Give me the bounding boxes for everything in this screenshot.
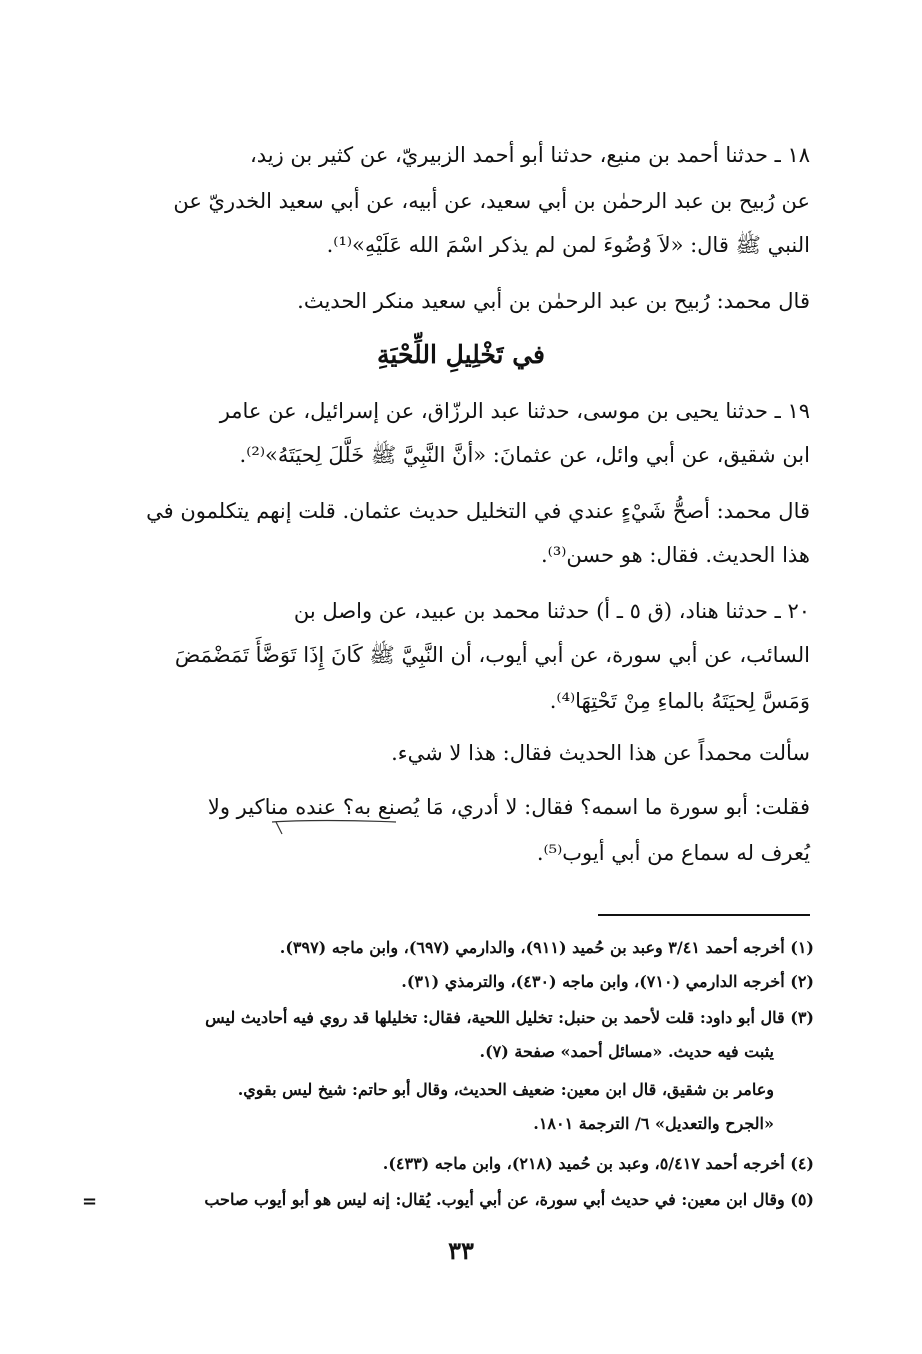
footnote-1: (١) أخرجه أحمد ٣/٤١ وعبد بن حُميد (٩١١)، والدارمي (٦٩٧)، وابن ماجه (٣٩٧). — [279, 938, 814, 957]
footnote-5: (٥) وقال ابن معين: في حديث أبي سورة، عن أبي أيوب. يُقال: إنه ليس هو أبو أيوب صاحب — [204, 1190, 814, 1209]
page-number: ٣٣ — [448, 1236, 474, 1265]
hadith-18-line-2: عن رُبيح بن عبد الرحمٰن بن أبي سعيد، عن أبيه، عن أبي سعيد الخدريّ عن — [173, 189, 810, 213]
comment-20b-line-1: فقلت: أبو سورة ما اسمه؟ فقال: لا أدري، مَا يُصنع به؟ عنده مناكير ولا — [207, 795, 810, 819]
hadith-20-line-1: ٢٠ ـ حدثنا هناد، (ق ٥ ـ أ) حدثنا محمد بن عبيد، عن واصل بن — [293, 599, 810, 623]
comment-18: قال محمد: رُبيح بن عبد الرحمٰن بن أبي سعيد منكر الحديث. — [297, 289, 810, 313]
footnote-3-line-4: «الجرح والتعديل» ٦/ الترجمة ١٨٠١. — [533, 1114, 774, 1133]
comment-19-line-1: قال محمد: أصحُّ شَيْءٍ عندي في التخليل حديث عثمان. قلت إنهم يتكلمون في — [146, 499, 810, 523]
hadith-19-line-2: ابن شقيق، عن أبي وائل، عن عثمانَ: «أنَّ النَّبِيَّ ﷺ خَلَّلَ لِحيَتَهُ»⁽²⁾. — [239, 443, 810, 467]
footnote-3-line-3: وعامر بن شقيق، قال ابن معين: ضعيف الحديث، وقال أبو حاتم: شيخ ليس بقوي. — [237, 1080, 774, 1099]
continuation-mark: = — [82, 1191, 98, 1212]
hadith-20-line-3: وَمَسَّ لِحيَتَهُ بالماءِ مِنْ تَحْتِهَا⁽⁴⁾. — [549, 689, 810, 713]
comment-20b-line-2: يُعرف له سماع من أبي أيوب⁽⁵⁾. — [536, 841, 810, 865]
hadith-18-line-1: ١٨ ـ حدثنا أحمد بن منيع، حدثنا أبو أحمد الزبيريّ، عن كثير بن زيد، — [249, 143, 810, 167]
footnote-4: (٤) أخرجه أحمد ٥/٤١٧، وعبد بن حُميد (٢١٨)، وابن ماجه (٤٣٣). — [382, 1154, 814, 1173]
footnote-3-line-1: (٣) قال أبو داود: قلت لأحمد بن حنبل: تخليل اللحية، فقال: تخليلها قد روي فيه أحاديث ليس — [205, 1008, 814, 1027]
comment-19-line-2: هذا الحديث. فقال: هو حسن⁽³⁾. — [540, 543, 810, 567]
hadith-18-line-3: النبي ﷺ قال: «لاَ وُضُوءَ لمن لم يذكر اسْمَ الله عَلَيْهِ»⁽¹⁾. — [326, 233, 810, 257]
footnote-2: (٢) أخرجه الدارمي (٧١٠)، وابن ماجه (٤٣٠)، والترمذي (٣١). — [401, 972, 814, 991]
footnote-3-line-2: يثبت فيه حديث. «مسائل أحمد» صفحة (٧). — [479, 1042, 774, 1061]
hadith-20-line-2: السائب، عن أبي سورة، عن أبي أيوب، أن النَّبِيَّ ﷺ كَانَ إِذَا تَوَضَّأَ تَمَضْمَضَ — [174, 643, 810, 667]
section-heading: في تَخْلِيلِ اللِّحْيَةِ — [377, 340, 545, 369]
footnote-separator — [598, 914, 810, 916]
hadith-19-line-1: ١٩ ـ حدثنا يحيى بن موسى، حدثنا عبد الرزّاق، عن إسرائيل، عن عامر — [219, 399, 810, 423]
comment-20-line-1: سألت محمداً عن هذا الحديث فقال: هذا لا شيء. — [391, 741, 810, 765]
handwritten-underline-mark — [270, 818, 398, 838]
